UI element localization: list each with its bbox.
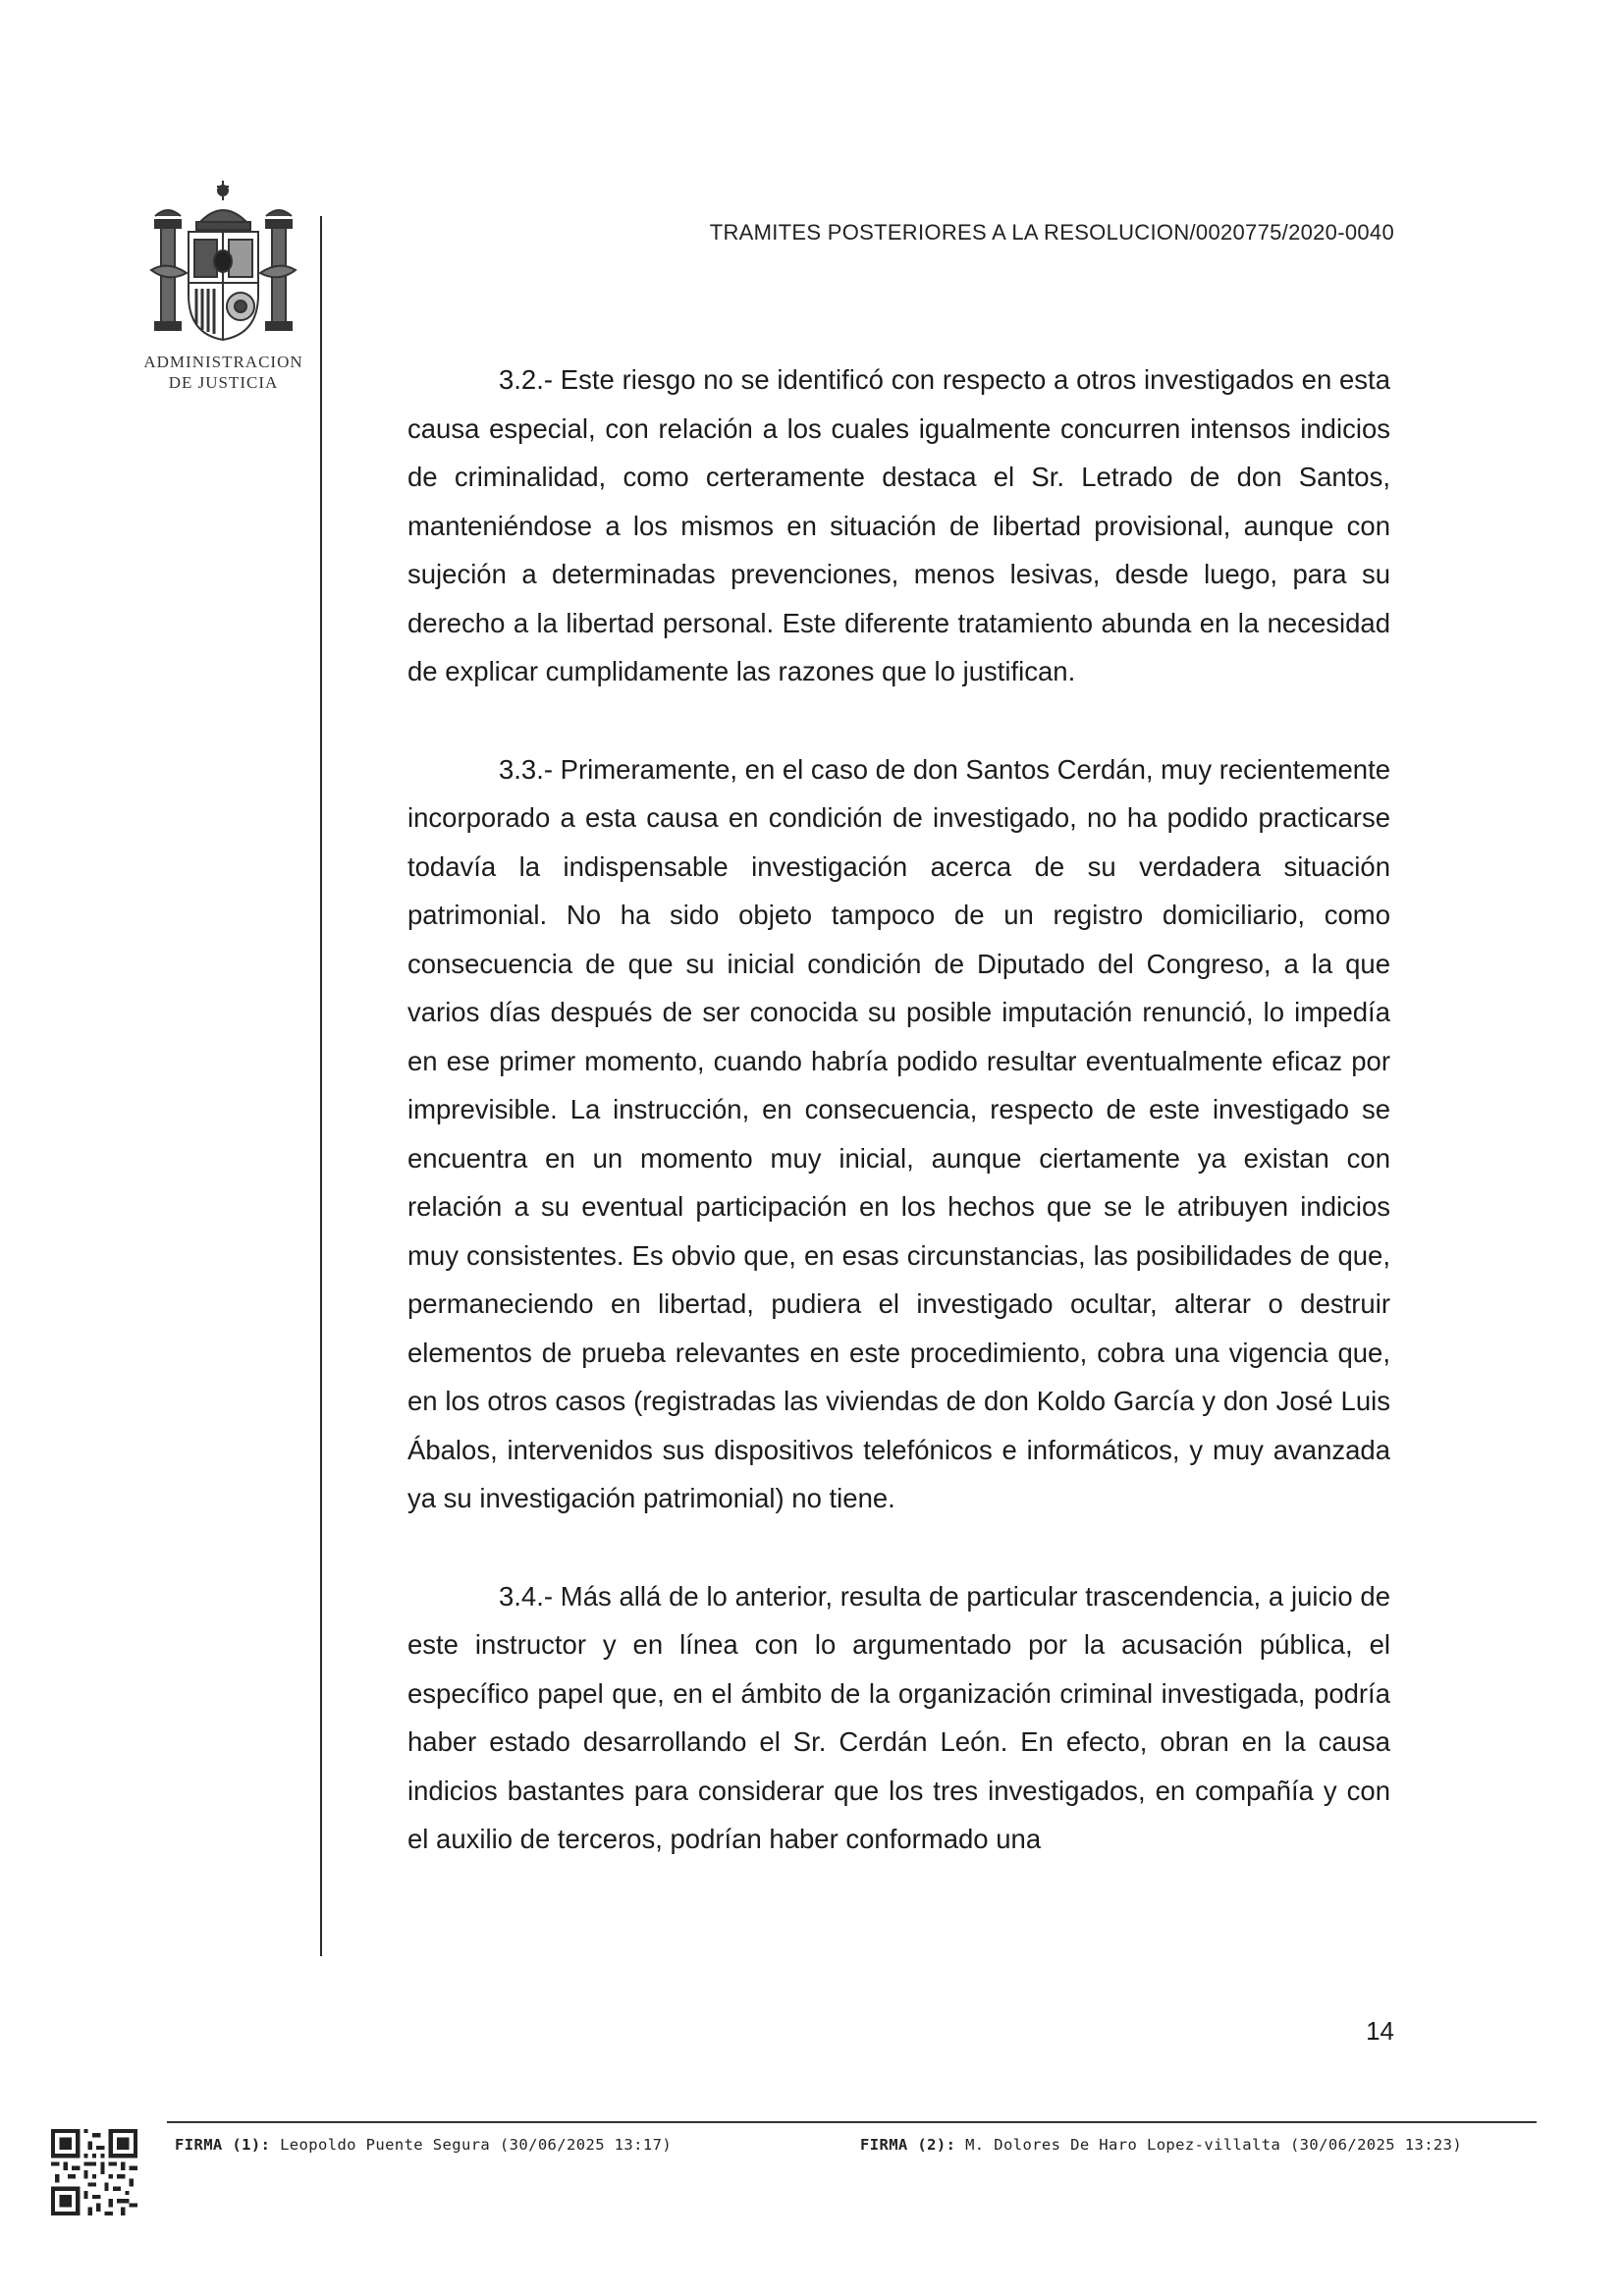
institution-line-1: ADMINISTRACION [143, 353, 303, 371]
signature-2-label: FIRMA (2): [860, 2136, 956, 2154]
signature-2-value: M. Dolores De Haro Lopez-villalta (30/06/2025 13:23) [965, 2136, 1463, 2154]
institution-line-2: DE JUSTICIA [168, 373, 279, 392]
document-body [407, 355, 1390, 1864]
signature-2 [860, 2136, 1462, 2154]
paragraph-3-2: 3.2.- Este riesgo no se identificó con respecto a otros investigados en esta causa especial, con relación a los cuales igualmente concurren intensos indicios de criminalidad, como certeramente destaca el Sr. Letrado de don Santos, manteniéndose a los mismos en situación de libertad provisional, aunque con sujeción a determinadas prevenciones, menos lesivas, desde luego, para su derecho a la libertad personal. Este diferente tratamiento abunda en la necesidad de explicar cumplidamente las razones que lo justifican. [407, 364, 1390, 686]
page-number: 14 [1366, 2016, 1394, 2046]
spanish-coat-of-arms-icon [147, 177, 299, 349]
qr-code-icon [51, 2129, 137, 2215]
signature-1 [175, 2136, 672, 2154]
margin-rule [320, 216, 322, 1956]
footer-rule [167, 2121, 1537, 2123]
paragraph-3-4: 3.4.- Más allá de lo anterior, resulta de particular trascendencia, a juicio de este instructor y en línea con lo argumentado por la acusación pública, el específico papel que, en el ámbito de la organización criminal investigada, podría haber estado desarrollando el Sr. Cerdán León. En efecto, obran en la causa indicios bastantes para considerar que los tres investigados, en compañía y con el auxilio de terceros, podrían haber conformado una [407, 1580, 1390, 1854]
case-reference: TRAMITES POSTERIORES A LA RESOLUCION/0020775/2020-0040 [709, 220, 1394, 245]
paragraph-3-3: 3.3.- Primeramente, en el caso de don Santos Cerdán, muy recientemente incorporado a esta causa en condición de investigado, no ha podido practicarse todavía la indispensable investigación acerca de su verdadera situación patrimonial. No ha sido objeto tampoco de un registro domiciliario, como consecuencia de que su inicial condición de Diputado del Congreso, a la que varios días después de ser conocida su posible imputación renunció, lo impedía en ese primer momento, cuando habría podido resultar eventualmente eficaz por imprevisible. La instrucción, en consecuencia, respecto de este investigado se encuentra en un momento muy inicial, aunque ciertamente ya existan con relación a su eventual participación en los hechos que se le atribuyen indicios muy consistentes. Es obvio que, en esas circunstancias, las posibilidades de que, permaneciendo en libertad, pudiera el investigado ocultar, alterar o destruir elementos de prueba relevantes en este procedimiento, cobra una vigencia que, en los otros casos (registradas las viviendas de don Koldo García y don José Luis Ábalos, intervenidos sus dispositivos telefónicos e informáticos, y muy avanzada ya su investigación patrimonial) no tiene. [407, 753, 1390, 1513]
institution-name [128, 352, 319, 393]
signature-1-value: Leopoldo Puente Segura (30/06/2025 13:17) [280, 2136, 673, 2154]
signature-1-label: FIRMA (1): [175, 2136, 271, 2154]
